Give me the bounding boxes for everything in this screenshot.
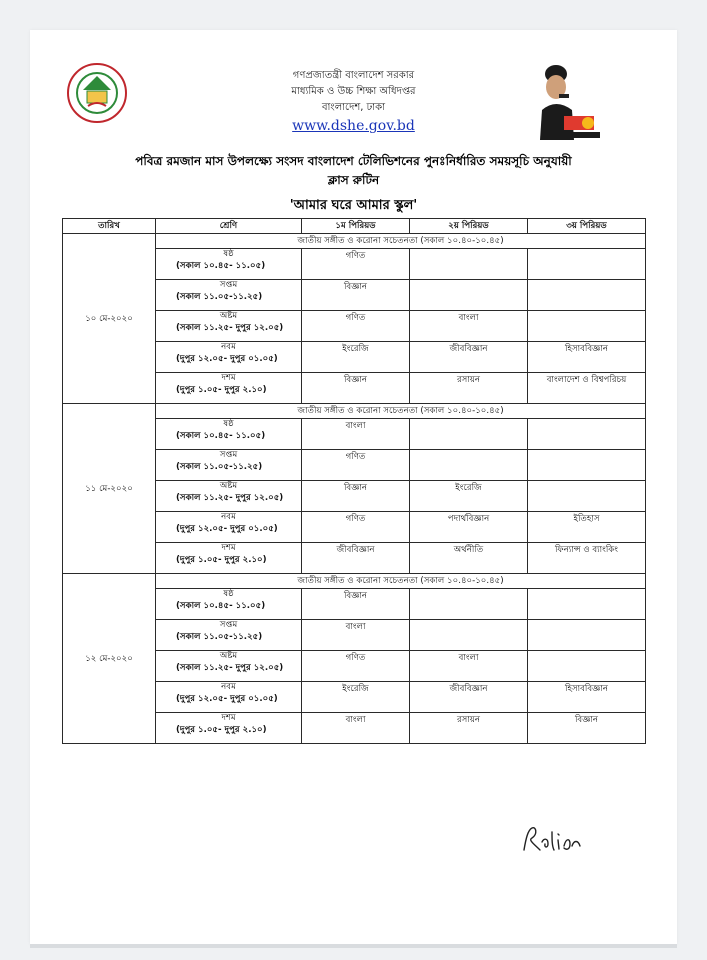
- class-name: দশম: [221, 713, 236, 723]
- page-shadow: [30, 944, 677, 948]
- date-cell: ১২ মে-২০২০: [63, 574, 156, 744]
- period-1-cell: গণিত: [302, 512, 410, 543]
- period-1-cell: বাংলা: [302, 620, 410, 651]
- header-class: শ্রেণি: [156, 219, 302, 234]
- class-cell: [156, 512, 302, 543]
- document-page: [30, 30, 677, 944]
- class-cell: [156, 419, 302, 450]
- signature-icon: [518, 820, 608, 860]
- class-time: (দুপুর ১.০৫- দুপুর ২.১০): [176, 385, 267, 395]
- class-name: ষষ্ঠ: [223, 419, 234, 429]
- class-cell: [156, 589, 302, 620]
- period-3-cell: [528, 450, 646, 481]
- class-time: (সকাল ১১.২৫- দুপুর ১২.০৫): [176, 493, 284, 503]
- day-block: [63, 404, 646, 574]
- period-2-cell: [410, 589, 528, 620]
- class-cell: [156, 651, 302, 682]
- period-1-cell: জীববিজ্ঞান: [302, 543, 410, 574]
- anthem-cell: জাতীয় সঙ্গীত ও করোনা সচেতনতা (সকাল ১০.৪০-১০.৪৫): [156, 234, 646, 249]
- class-time: (সকাল ১০.৪৫- ১১.০৫): [176, 601, 266, 611]
- period-1-cell: বিজ্ঞান: [302, 373, 410, 404]
- period-3-cell: [528, 589, 646, 620]
- period-2-cell: [410, 620, 528, 651]
- class-time: (দুপুর ১২.০৫- দুপুর ০১.০৫): [176, 694, 278, 704]
- class-name: অষ্টম: [219, 651, 238, 661]
- header-period-2: ২য় পিরিয়ড: [410, 219, 528, 234]
- period-2-cell: [410, 450, 528, 481]
- class-cell: [156, 543, 302, 574]
- period-3-cell: ফিন্যান্স ও ব্যাংকিং: [528, 543, 646, 574]
- header-period-3: ৩য় পিরিয়ড: [528, 219, 646, 234]
- period-1-cell: বিজ্ঞান: [302, 280, 410, 311]
- class-name: নবম: [221, 342, 236, 352]
- date-cell: ১১ মে-২০২০: [63, 404, 156, 574]
- class-name: সপ্তম: [219, 280, 238, 290]
- class-time: (দুপুর ১২.০৫- দুপুর ০১.০৫): [176, 354, 278, 364]
- anthem-cell: জাতীয় সঙ্গীত ও করোনা সচেতনতা (সকাল ১০.৪০-১০.৪৫): [156, 404, 646, 419]
- class-cell: [156, 682, 302, 713]
- period-2-cell: রসায়ন: [410, 373, 528, 404]
- period-1-cell: গণিত: [302, 249, 410, 280]
- class-name: নবম: [221, 512, 236, 522]
- period-1-cell: ইংরেজি: [302, 682, 410, 713]
- period-2-cell: অর্থনীতি: [410, 543, 528, 574]
- period-2-cell: পদার্থবিজ্ঞান: [410, 512, 528, 543]
- class-time: (সকাল ১১.০৫-১১.২৫): [176, 462, 263, 472]
- period-3-cell: হিসাববিজ্ঞান: [528, 682, 646, 713]
- class-cell: [156, 620, 302, 651]
- period-2-cell: রসায়ন: [410, 713, 528, 744]
- class-routine-table: [62, 218, 646, 744]
- class-time: (সকাল ১১.০৫-১১.২৫): [176, 292, 263, 302]
- class-cell: [156, 481, 302, 512]
- period-2-cell: বাংলা: [410, 311, 528, 342]
- date-cell: ১০ মে-২০২০: [63, 234, 156, 404]
- class-time: (দুপুর ১২.০৫- দুপুর ০১.০৫): [176, 524, 278, 534]
- period-1-cell: বাংলা: [302, 419, 410, 450]
- period-3-cell: হিসাববিজ্ঞান: [528, 342, 646, 373]
- period-3-cell: [528, 311, 646, 342]
- class-cell: [156, 342, 302, 373]
- class-cell: [156, 249, 302, 280]
- class-time: (সকাল ১১.২৫- দুপুর ১২.০৫): [176, 323, 284, 333]
- period-3-cell: বিজ্ঞান: [528, 713, 646, 744]
- period-1-cell: ইংরেজি: [302, 342, 410, 373]
- class-time: (দুপুর ১.০৫- দুপুর ২.১০): [176, 555, 267, 565]
- program-name: 'আমার ঘরে আমার স্কুল': [289, 198, 418, 213]
- period-3-cell: [528, 249, 646, 280]
- period-3-cell: [528, 651, 646, 682]
- period-1-cell: বাংলা: [302, 713, 410, 744]
- website-link[interactable]: www.dshe.gov.bd: [292, 118, 415, 134]
- class-name: দশম: [221, 373, 236, 383]
- class-name: সপ্তম: [219, 620, 238, 630]
- period-2-cell: [410, 249, 528, 280]
- routine-title: [30, 152, 677, 190]
- class-name: নবম: [221, 682, 236, 692]
- header-period-1: ১ম পিরিয়ড: [302, 219, 410, 234]
- class-time: (সকাল ১০.৪৫- ১১.০৫): [176, 431, 266, 441]
- period-3-cell: [528, 481, 646, 512]
- day-block: [63, 574, 646, 744]
- mujib-centenary-logo-icon: [526, 54, 606, 140]
- class-name: অষ্টম: [219, 481, 238, 491]
- routine-title-line1: পবিত্র রমজান মাস উপলক্ষ্যে সংসদ বাংলাদেশ টেলিভিশনের পুনঃনির্ধারিত সময়সূচি অনুযায়ী: [135, 154, 572, 168]
- period-2-cell: বাংলা: [410, 651, 528, 682]
- class-name: সপ্তম: [219, 450, 238, 460]
- period-1-cell: গণিত: [302, 450, 410, 481]
- period-1-cell: বিজ্ঞান: [302, 481, 410, 512]
- class-name: ষষ্ঠ: [223, 589, 234, 599]
- anthem-row: [63, 234, 646, 249]
- class-cell: [156, 373, 302, 404]
- period-1-cell: গণিত: [302, 651, 410, 682]
- class-name: দশম: [221, 543, 236, 553]
- period-3-cell: [528, 620, 646, 651]
- period-2-cell: জীববিজ্ঞান: [410, 342, 528, 373]
- period-1-cell: গণিত: [302, 311, 410, 342]
- period-3-cell: বাংলাদেশ ও বিশ্বপরিচয়: [528, 373, 646, 404]
- anthem-cell: জাতীয় সঙ্গীত ও করোনা সচেতনতা (সকাল ১০.৪০-১০.৪৫): [156, 574, 646, 589]
- period-3-cell: [528, 280, 646, 311]
- class-name: অষ্টম: [219, 311, 238, 321]
- class-cell: [156, 280, 302, 311]
- class-cell: [156, 311, 302, 342]
- period-2-cell: [410, 280, 528, 311]
- anthem-row: [63, 574, 646, 589]
- class-cell: [156, 713, 302, 744]
- table-header-row: [63, 219, 646, 234]
- class-time: (সকাল ১১.০৫-১১.২৫): [176, 632, 263, 642]
- header-location: বাংলাদেশ, ঢাকা: [321, 102, 386, 113]
- routine-title-line2: ক্লাস রুটিন: [327, 173, 380, 187]
- class-time: (দুপুর ১.০৫- দুপুর ২.১০): [176, 725, 267, 735]
- anthem-row: [63, 404, 646, 419]
- period-2-cell: জীববিজ্ঞান: [410, 682, 528, 713]
- period-3-cell: [528, 419, 646, 450]
- period-3-cell: ইতিহাস: [528, 512, 646, 543]
- class-cell: [156, 450, 302, 481]
- header-date: তারিখ: [63, 219, 156, 234]
- class-time: (সকাল ১১.২৫- দুপুর ১২.০৫): [176, 663, 284, 673]
- period-2-cell: [410, 419, 528, 450]
- day-block: [63, 234, 646, 404]
- header-government: গণপ্রজাতন্ত্রী বাংলাদেশ সরকার: [292, 70, 415, 81]
- class-time: (সকাল ১০.৪৫- ১১.০৫): [176, 261, 266, 271]
- class-name: ষষ্ঠ: [223, 249, 234, 259]
- period-2-cell: ইংরেজি: [410, 481, 528, 512]
- period-1-cell: বিজ্ঞান: [302, 589, 410, 620]
- header-directorate: মাধ্যমিক ও উচ্চ শিক্ষা অধিদপ্তর: [291, 86, 416, 97]
